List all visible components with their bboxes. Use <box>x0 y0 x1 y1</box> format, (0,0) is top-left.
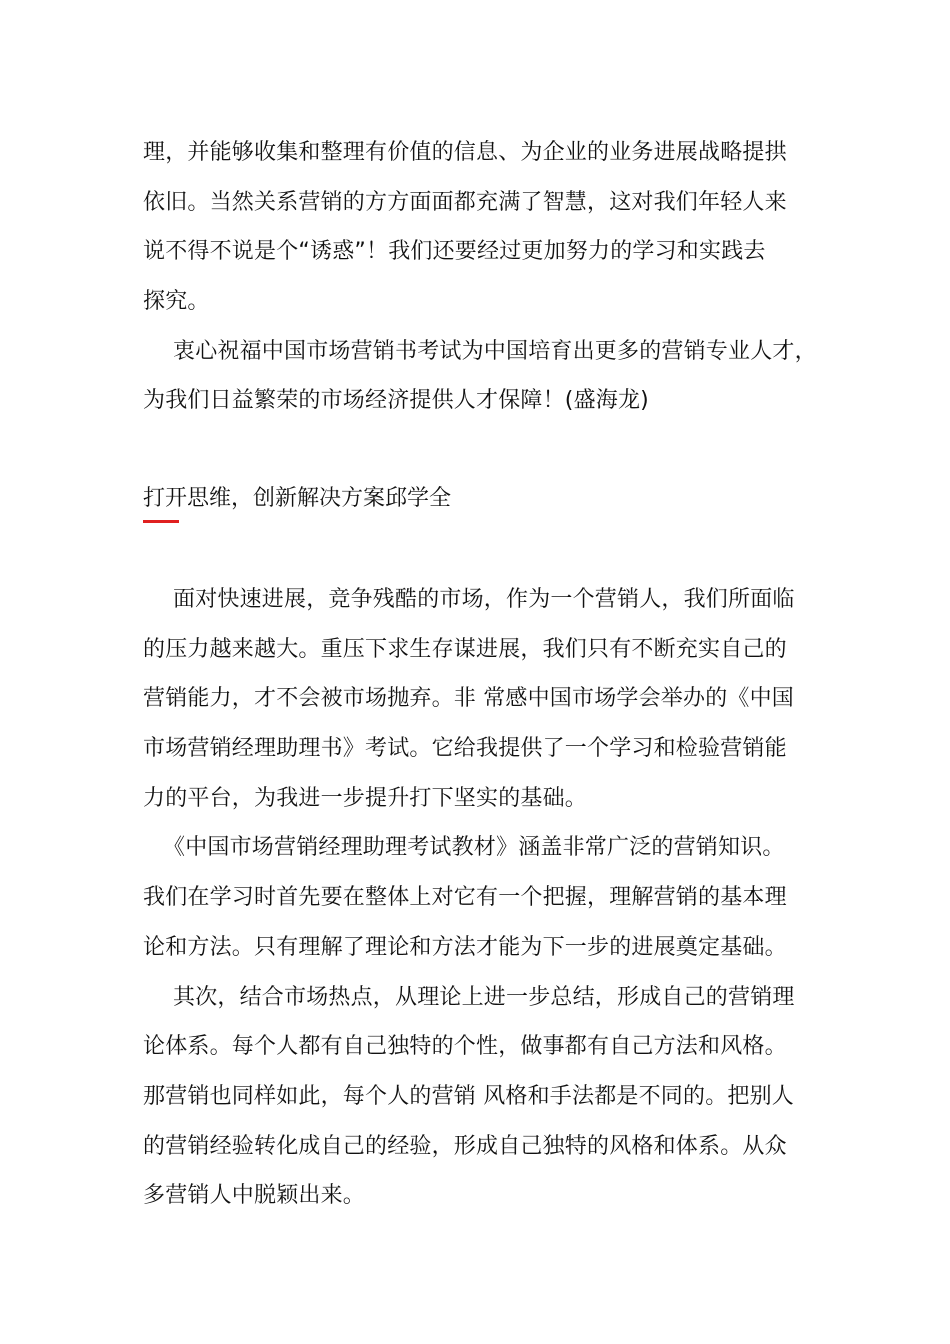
text-line: 论体系。每个人都有自己独特的个性，做事都有自己方法和风格。 <box>143 1034 787 1060</box>
section2-body <box>143 575 813 1221</box>
heading-accent-rule <box>143 520 179 523</box>
text-line: 我们在学习时首先要在整体上对它有一个把握，理解营销的基本理 <box>143 885 787 911</box>
text-line: 依旧。当然关系营销的方方面面都充满了智慧，这对我们年轻人来 <box>143 189 787 215</box>
text-line: 多营销人中脱颖出来。 <box>143 1183 366 1209</box>
text-line: 营销能力，才不会被市场抛弃。非 常感中国市场学会举办的《中国 <box>143 686 794 712</box>
text-line: 为我们日益繁荣的市场经济提供人才保障！(盛海龙) <box>143 388 649 414</box>
text-line: 的压力越来越大。重压下求生存谋进展，我们只有不断充实自己的 <box>143 636 787 662</box>
text-line: 探究。 <box>143 289 210 315</box>
text-line: 论和方法。只有理解了理论和方法才能为下一步的进展奠定基础。 <box>143 934 787 960</box>
text-line: 力的平台，为我进一步提升打下坚实的基础。 <box>143 785 588 811</box>
text-line: 面对快速进展，竞争残酷的市场，作为一个营销人，我们所面临 <box>173 587 795 612</box>
section1-body <box>143 128 817 426</box>
text-line: 衷心祝福中国市场营销书考试为中国培育出更多的营销专业人才， <box>173 338 817 364</box>
text-line: 理，并能够收集和整理有价值的信息、为企业的业务进展战略提拱 <box>143 140 787 165</box>
section-heading: 打开思维，创新解决方案邱学全 <box>143 486 452 511</box>
text-line: 市场营销经理助理书》考试。它给我提供了一个学习和检验营销能 <box>143 736 787 762</box>
text-line: 的营销经验转化成自己的经验，形成自己独特的风格和体系。从众 <box>143 1133 787 1159</box>
text-line: 其次，结合市场热点，从理论上进一步总结，形成自己的营销理 <box>173 984 795 1010</box>
section2-heading-block <box>143 484 813 523</box>
text-line: 《中国市场营销经理助理考试教材》涵盖非常广泛的营销知识。 <box>163 835 785 861</box>
text-line: 说不得不说是个“诱惑”！我们还要经过更加努力的学习和实践去 <box>143 239 766 265</box>
text-line: 那营销也同样如此，每个人的营销 风格和手法都是不同的。把别人 <box>143 1083 794 1109</box>
